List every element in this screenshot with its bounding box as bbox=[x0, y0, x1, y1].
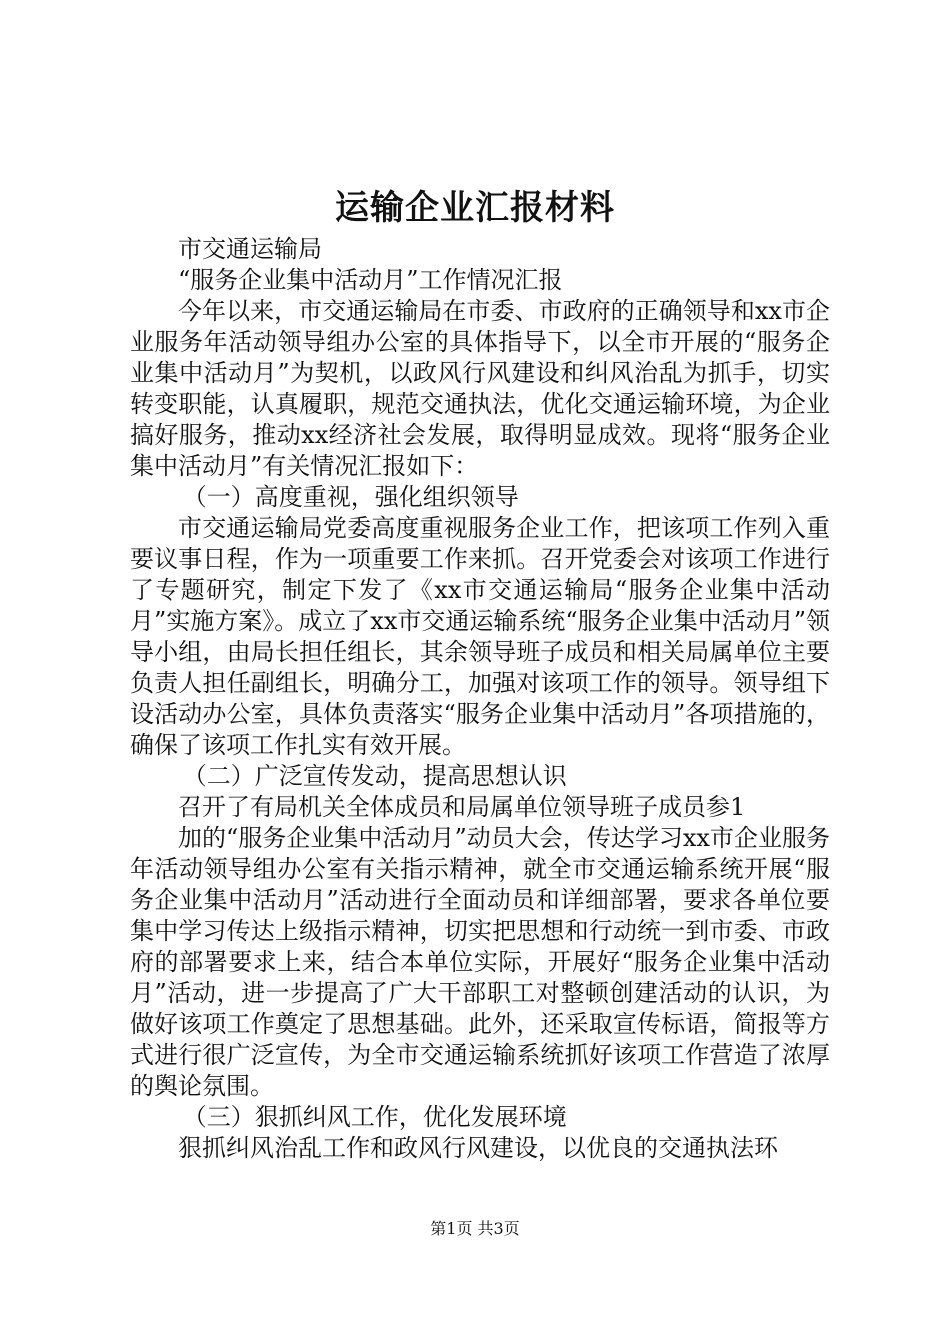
body-line: 市交通运输局 bbox=[178, 235, 322, 263]
body-paragraph: 市交通运输局党委高度重视服务企业工作，把该项工作列入重要议事日程，作为一项重要工作来抓。召开党委会对该项工作进行了专题研究，制定下发了《xx市交通运输局“服务企业集中活动月”实施方案》。成立了xx市交通运输系统“服务企业集中活动月”领导小组，由局长担任组长，其余领导班子成员和相关局属单位主要负责人担任副组长，明确分工，加强对该项工作的领导。领导组下设活动办公室，具体负责落实“服务企业集中活动月”各项措施的，确保了该项工作扎实有效开展。 bbox=[130, 514, 830, 759]
section-heading: （一）高度重视，强化组织领导 bbox=[182, 483, 519, 511]
document-title: 运输企业汇报材料 bbox=[335, 188, 615, 228]
section-heading: （三）狠抓纠风工作，优化发展环境 bbox=[182, 1103, 567, 1131]
body-paragraph: 加的“服务企业集中活动月”动员大会，传达学习xx市企业服务年活动领导组办公室有关指示精神，就全市交通运输系统开展“服务企业集中活动月”活动进行全面动员和详细部署，要求各单位要集中学习传达上级指示精神，切实把思想和行动统一到市委、市政府的部署要求上来，结合本单位实际，开展好“服务企业集中活动月”活动，进一步提高了广大干部职工对整顿创建活动的认识，为做好该项工作奠定了思想基础。此外，还采取宣传标语，简报等方式进行很广泛宣传，为全市交通运输系统抓好该项工作营造了浓厚的舆论氛围。 bbox=[130, 824, 830, 1100]
section-heading: （二）广泛宣传发动，提高思想认识 bbox=[182, 762, 567, 790]
body-line: “服务企业集中活动月”工作情况汇报 bbox=[178, 266, 563, 294]
body-paragraph: 今年以来，市交通运输局在市委、市政府的正确领导和xx市企业服务年活动领导组办公室的具体指导下，以全市开展的“服务企业集中活动月”为契机，以政风行风建设和纠风治乱为抓手，切实转变职能，认真履职，规范交通执法，优化交通运输环境，为企业搞好服务，推动xx经济社会发展，取得明显成效。现将“服务企业集中活动月”有关情况汇报如下： bbox=[130, 297, 830, 480]
page-footer: 第1页 共3页 bbox=[430, 1219, 520, 1238]
document-body bbox=[130, 234, 830, 1164]
body-line: 召开了有局机关全体成员和局属单位领导班子成员参1 bbox=[178, 793, 746, 821]
body-line: 狠抓纠风治乱工作和政风行风建设，以优良的交通执法环 bbox=[178, 1134, 778, 1162]
